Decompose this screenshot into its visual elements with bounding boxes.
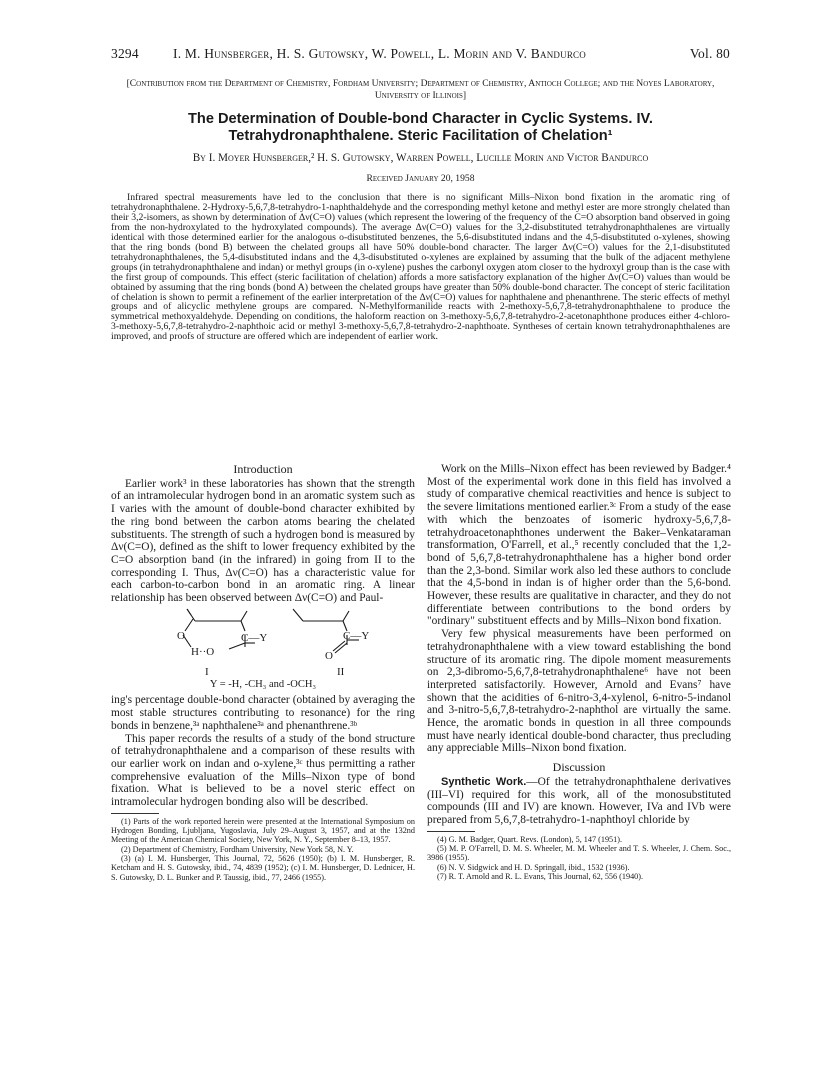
right-column bbox=[427, 463, 731, 881]
article-title bbox=[111, 111, 730, 145]
running-header bbox=[111, 46, 730, 66]
footnote: (1) Parts of the work reported herein were presented at the International Symposium on Hydrogen Bonding, Ljubljana, Yugoslavia, July 29–August 3, 1957, and at the 132nd Meeting of the American Chemical Society, New York, N. Y., September 8–13, 1957. bbox=[111, 816, 415, 845]
left-column bbox=[111, 463, 415, 882]
abstract-text: Infrared spectral measurements have led to the conclusion that there is no significant Mills–Nixon bond fixation in the aromatic ring of tetrahydronaphthalene. 2-Hydroxy-5,6,7,8-tetrahydro-1-naphthaldehyde and the corresponding methyl ketone and methyl ester are more strongly chelated than their 3,2-isomers, as shown by determination of Δν(C=O) values (which represent the lowering of the frequency of the C=O absorption band observed in going from the non-hydroxylated to the hydroxylated compounds). The average Δν(C=O) values for the 3,2-disubstituted tetrahydronaphthalenes are virtually identical with those determined earlier for the analogous o-disubstituted benzenes, the 5,6-disubstituted indans and the 4,5-disubstituted o-xylenes, showing that the ring bonds (bond B) between the chelated groups all have 50% double-bond character. The larger Δν(C=O) values for the 2,1-disubstituted tetrahydronaphthalenes, the 5,4-disubstituted indans and the 4,3-disubstituted o-xylenes are explained by assuming that the bulk of the adjacent methylene groups (in tetrahydronaphthalene and indan) or methyl groups (in o-xylene) pushes the carbonyl oxygen atom closer to the hydroxyl group than is the case with the first group of compounds. This effect (steric facilitation of chelation) affords a more satisfactory explanation of the higher Δν(C=O) values than would be obtained by assuming that the ring bonds (bond A) between the chelated groups have greater than 50% double-bond character. The concept of steric facilitation of chelation is shown to permit a refinement of the earlier interpretation of the Δν(C=O) values for naphthalene and phenanthrene. The steric effects of methyl groups and of alicyclic methylene groups are compared. N-Methylformanilide reacts with 2-methoxy-5,6,7,8-tetrahydronaphthalene to produce the symmetrical methoxyaldehyde. Depending on conditions, the haloform reaction on 3-methoxy-5,6,7,8-tetrahydro-2-acetonaphthone produces either 4-chloro-3-methoxy-5,6,7,8-tetrahydro-2-naphthoic acid or methyl 3-methoxy-5,6,7,8-tetrahydro-2-naphthoate. Syntheses of certain known tetrahydronaphthalenes are improved, and proofs of structure are offered which are independent of earlier work. bbox=[111, 192, 730, 343]
intro-paragraph-1: Earlier work³ in these laboratories has shown that the strength of an intramolecular hydrogen bond in an aromatic system such as I varies with the amount of double-bond character exhibited by the ring bond between the carbon atoms bearing the chelated substituents. The strength of such a hydrogen bond is measured by Δν(C=O), defined as the shift to lower frequency exhibited by the C=O absorption band (in the infrared) in going from II to the corresponding I. Thus, Δν(C=O) has a characteristic value for each carbon-to-carbon bond in an aromatic ring. A linear relationship has been observed between Δν(C=O) and Paul- bbox=[111, 477, 415, 605]
synthetic-work-label: Synthetic Work. bbox=[441, 775, 527, 788]
right-paragraph-1: Work on the Mills–Nixon effect has been reviewed by Badger.⁴ Most of the experimental work done in this field has involved a study of comparative chemical reactivities and hence is subject to the severe limitations mentioned earlier.³ᶜ From a study of the ease with which the benzoates of isomeric hydroxy-5,6,7,8-tetrahydroacetonaphthones underwent the Baker–Venkataraman transformation, O'Farrell, et al.,⁵ recently concluded that the 1,2-bond of 5,6,7,8-tetrahydronaphthalene has a higher bond order than the 2,3-bond. Similar work also led these authors to conclude that the 4,5-bond in indan is of higher order than the 5,6-bond. However, these results are qualitative in character, and they do not differentiate between contributions to the bond orders by "ordinary" substituent effects and by Mills–Nixon bond fixation. bbox=[427, 463, 731, 628]
svg-text:O: O bbox=[325, 649, 333, 662]
volume-number: Vol. 80 bbox=[689, 46, 730, 61]
struct-label-II: II bbox=[337, 665, 345, 678]
abstract bbox=[111, 193, 730, 342]
footnote-rule bbox=[111, 813, 159, 814]
introduction-heading: Introduction bbox=[233, 462, 293, 476]
running-authors: I. M. Hunsberger, H. S. Gutowsky, W. Powell, L. Morin and V. Bandurco bbox=[173, 46, 586, 61]
left-footnotes bbox=[111, 817, 415, 882]
svg-text:C—Y: C—Y bbox=[241, 631, 268, 644]
byline: By I. Moyer Hunsberger,² H. S. Gutowsky, Warren Powell, Lucille Morin and Victor Bandurco bbox=[192, 152, 649, 164]
received-date: Received January 20, 1958 bbox=[366, 173, 475, 184]
synthetic-work-paragraph bbox=[427, 776, 731, 827]
substituent-caption: Y = -H, -CH₃ and -OCH₃ bbox=[209, 678, 317, 690]
footnote: (5) M. P. O'Farrell, D. M. S. Wheeler, M. M. Wheeler and T. S. Wheeler, J. Chem. Soc., 3986 (1955). bbox=[427, 843, 731, 863]
footnote: (7) R. T. Arnold and R. L. Evans, This Journal, 62, 556 (1940). bbox=[437, 871, 644, 881]
discussion-heading: Discussion bbox=[552, 760, 606, 775]
struct-label-I: I bbox=[205, 665, 209, 678]
chelate-structures-figure bbox=[133, 607, 393, 679]
footnote-rule bbox=[427, 831, 475, 832]
intro-paragraph-3: This paper records the results of a study of the bond structure of tetrahydronaphthalene and a comparison of these results with our earlier work on indan and o-xylene,³ᶜ thus permitting a rather comprehensive evaluation of the Mills–Nixon type of bond fixation. What is believed to be a novel steric effect on intramolecular hydrogen bonding also will be described. bbox=[111, 732, 415, 809]
intro-paragraph-2: ing's percentage double-bond character (obtained by averaging the most stable structures contributing to resonance) for the ring bonds in benzene,³ᵃ naphthalene³ᵃ and phenanthrene.³ᵇ bbox=[111, 694, 415, 732]
page-number: 3294 bbox=[111, 46, 139, 61]
svg-text:H··O: H··O bbox=[191, 645, 215, 658]
footnote: (6) N. V. Sidgwick and H. D. Springall, ibid., 1532 (1936). bbox=[437, 862, 630, 872]
svg-text:C—Y: C—Y bbox=[343, 629, 370, 642]
footnote: (2) Department of Chemistry, Fordham University, New York 58, N. Y. bbox=[121, 844, 354, 854]
right-footnotes bbox=[427, 835, 731, 881]
svg-text:O: O bbox=[177, 629, 185, 642]
footnote: (3) (a) I. M. Hunsberger, This Journal, 72, 5626 (1950); (b) I. M. Hunsberger, R. Ketcham and H. S. Gutowsky, ibid., 74, 4839 (1952); (c) I. M. Hunsberger, D. Lednicer, H. S. Gutowsky, D. L. Bunker and P. Taussig, ibid., 77, 2466 (1955). bbox=[111, 853, 415, 882]
contribution-note: [Contribution from the Department of Chemistry, Fordham University; Department of Chemistry, Antioch College; and the Noyes Laboratory, University of Illinois] bbox=[126, 78, 715, 101]
footnote: (4) G. M. Badger, Quart. Revs. (London), 5, 147 (1951). bbox=[437, 834, 622, 844]
synthetic-work-text: —Of the tetrahydronaphthalene derivatives (III–VI) required for this work, all of the monosubstituted compounds (III and IV) are known. However, IVa and IVb were prepared from 5,6,7,8-tetrahydro-1-naphthoyl chloride by bbox=[427, 775, 731, 826]
title-line-2: Tetrahydronaphthalene. Steric Facilitation of Chelation¹ bbox=[228, 128, 613, 144]
title-line-1: The Determination of Double-bond Character in Cyclic Systems. IV. bbox=[188, 111, 653, 127]
right-paragraph-2: Very few physical measurements have been performed on tetrahydronaphthalene with a view toward establishing the bond structure of its aromatic ring. The dipole moment measurements on 2,3-dibromo-5,6,7,8-tetrahydronaphthalene⁶ have not been interpreted satisfactorily. However, Arnold and Evans⁷ have shown that the acidities of 6-nitro-3,4-xylenol, 6-nitro-5-indanol and 3-nitro-5,6,7,8-tetrahydro-2-naphthol are virtually the same. Hence, the aromatic bonds in question in all three compounds must have nearly identical double-bond character, thus precluding any appreciable Mills–Nixon bond fixation. bbox=[427, 628, 731, 755]
